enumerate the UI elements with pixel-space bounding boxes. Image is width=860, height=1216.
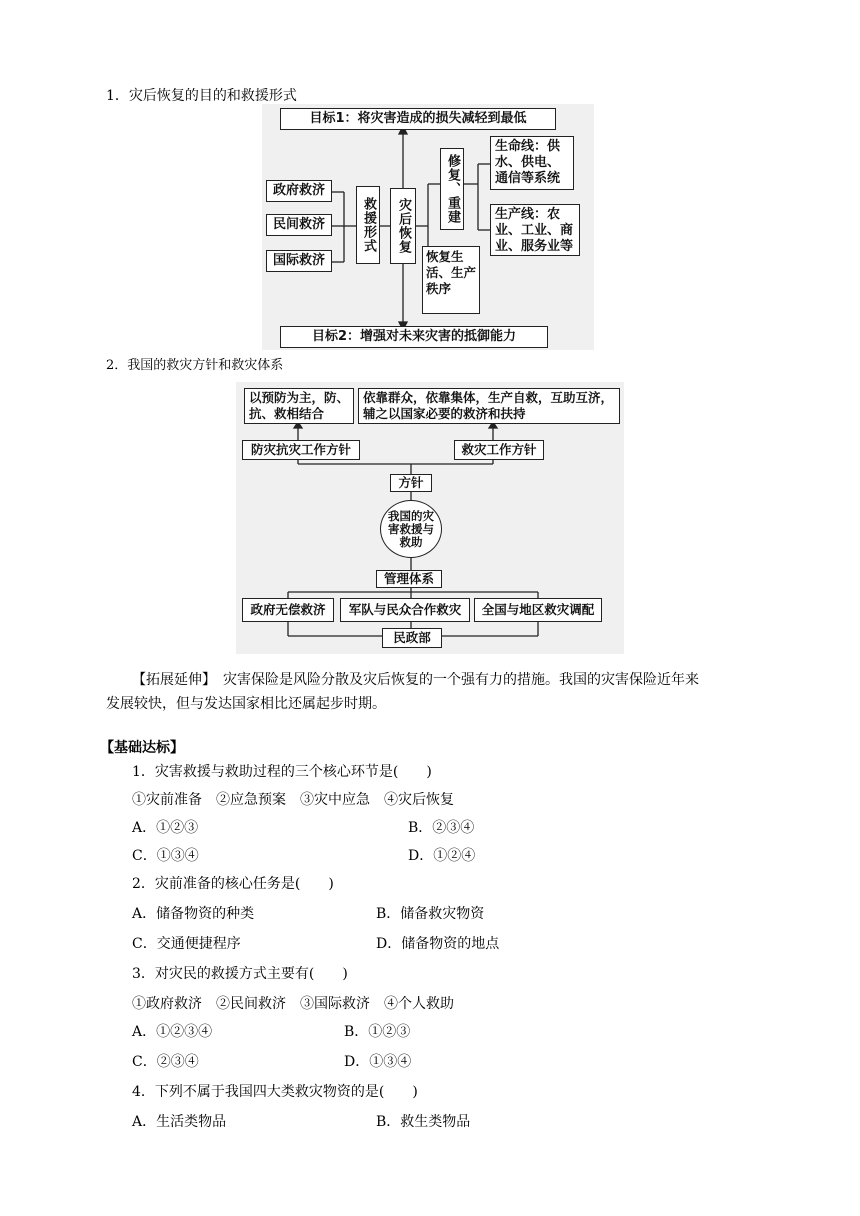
production-line-box: 生产线：农业、工业、商业、服务业等 xyxy=(490,204,580,256)
q2-option-a: A．储备物资的种类 xyxy=(132,906,255,922)
q1-option-c: C．①③④ xyxy=(132,848,199,864)
q2-option-c: C．交通便捷程序 xyxy=(132,936,241,952)
extension-text-2: 发展较快，但与发达国家相比还属起步时期。 xyxy=(106,696,386,712)
q3-option-b: B．①②③ xyxy=(344,1024,411,1040)
q3-option-d: D．①③④ xyxy=(344,1054,412,1070)
recovery-diagram xyxy=(262,104,594,350)
section-2-title: 2．我国的救灾方针和救灾体系 xyxy=(106,358,284,373)
management-box: 管理体系 xyxy=(376,570,442,588)
aid-form-box: 救援形式 xyxy=(356,186,380,264)
policy-prevention-box: 防灾抗灾工作方针 xyxy=(242,440,360,460)
relief-center-circle: 我国的灾害救援与救助 xyxy=(380,500,442,558)
q1-option-a: A．①②③ xyxy=(132,820,199,836)
recovery-center-box: 灾后恢复 xyxy=(390,188,416,264)
extension-text-1: 灾害保险是风险分散及灾后恢复的一个强有力的措施。我国的灾害保险近年来 xyxy=(223,672,699,688)
q3-stem: 3．对灾民的救援方式主要有( ) xyxy=(132,966,348,982)
system-allocation-box: 全国与地区救灾调配 xyxy=(474,598,602,622)
goal-1-box: 目标1：将灾害造成的损失减轻到最低 xyxy=(280,108,556,130)
lifeline-box: 生命线：供水、供电、通信等系统 xyxy=(490,136,574,190)
q1-option-b: B．②③④ xyxy=(408,820,475,836)
section-1-title: 1．灾后恢复的目的和救援形式 xyxy=(106,88,297,104)
restore-order-box: 恢复生活、生产秩序 xyxy=(422,246,480,314)
extension-line-1 xyxy=(132,670,699,690)
relief-system-diagram xyxy=(236,382,624,654)
aid-international-box: 国际救济 xyxy=(266,250,332,272)
system-military-civil-box: 军队与民众合作救灾 xyxy=(340,598,470,622)
q1-items: ①灾前准备 ②应急预案 ③灾中应急 ④灾后恢复 xyxy=(132,792,454,808)
principle-prevention-box: 以预防为主，防、抗、救相结合 xyxy=(244,388,354,424)
q4-option-b: B．救生类物品 xyxy=(376,1114,471,1130)
q2-option-d: D．储备物资的地点 xyxy=(376,936,500,952)
policy-relief-box: 救灾工作方针 xyxy=(454,440,544,460)
practice-header: 【基础达标】 xyxy=(100,740,184,756)
policy-box: 方针 xyxy=(390,474,432,492)
repair-box: 修复、重建 xyxy=(440,148,464,230)
q1-stem: 1．灾害救援与救助过程的三个核心环节是( ) xyxy=(132,764,432,780)
extension-label: 【拓展延伸】 xyxy=(132,672,209,688)
q2-option-b: B．储备救灾物资 xyxy=(376,906,485,922)
q3-items: ①政府救济 ②民间救济 ③国际救济 ④个人救助 xyxy=(132,996,454,1012)
goal-2-box: 目标2：增强对未来灾害的抵御能力 xyxy=(280,326,548,348)
q4-option-a: A．生活类物品 xyxy=(132,1114,227,1130)
system-government-box: 政府无偿救济 xyxy=(242,598,334,622)
aid-civil-box: 民间救济 xyxy=(266,214,332,236)
principle-relief-box: 依靠群众，依靠集体，生产自救，互助互济，辅之以国家必要的救济和扶持 xyxy=(358,388,620,424)
q1-option-d: D．①②④ xyxy=(408,848,476,864)
q2-stem: 2．灾前准备的核心任务是( ) xyxy=(132,876,334,892)
q3-option-c: C．②③④ xyxy=(132,1054,199,1070)
q4-stem: 4．下列不属于我国四大类救灾物资的是( ) xyxy=(132,1084,418,1100)
q3-option-a: A．①②③④ xyxy=(132,1024,213,1040)
aid-government-box: 政府救济 xyxy=(266,180,332,202)
ministry-box: 民政部 xyxy=(382,628,442,648)
